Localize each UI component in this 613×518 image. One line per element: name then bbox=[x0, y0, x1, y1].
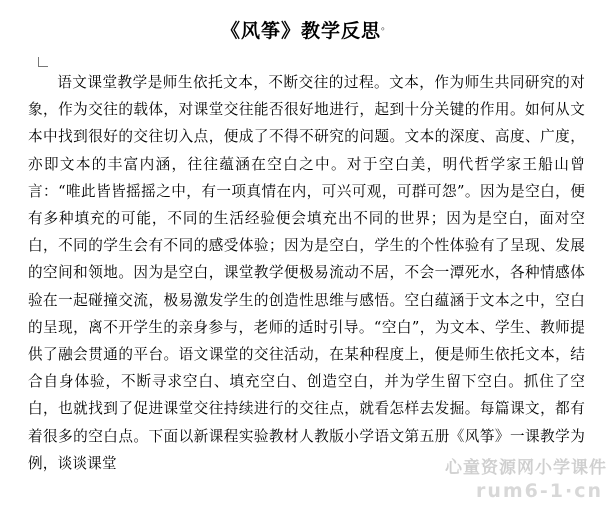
watermark-main: 心童资源网小学课件 bbox=[445, 458, 607, 478]
page-title-text: 《风筝》教学反思 bbox=[220, 20, 381, 42]
document-page bbox=[0, 10, 613, 518]
page-title bbox=[28, 10, 585, 43]
text-cursor-mark bbox=[38, 57, 48, 67]
watermark-sub: rum6-1·cn bbox=[475, 480, 603, 502]
body-paragraph: 语文课堂教学是师生依托文本，不断交往的过程。文本，作为师生共同研究的对象，作为交往的载体，对课堂交往能否很好地进行，起到十分关键的作用。如何从文本中找到很好的交往切入点，便成了不得不研究的问题。文本的深度、高度、广度，亦即文本的丰富内涵，往往蕴涵在空白之中。对于空白美，明代哲学家王船山曾言：“唯此皆皆摇摇之中，有一项真情在内，可兴可观，可群可怨”。因为是空白，便有多种填充的可能，不同的生活经验便会填充出不同的世界；因为是空白，面对空白，不同的学生会有不同的感受体验；因为是空白，学生的个性体验有了呈现、发展的空间和领地。因为是空白，课堂教学便极易流动不居，不会一潭死水，各种情感体验在一起碰撞交流，极易激发学生的创造性思维与感悟。空白蕴涵于文本之中，空白的呈现，离不开学生的亲身参与，老师的适时引导。“空白”，为文本、学生、教师提供了融会贯通的平台。语文课堂的交往活动，在某种程度上，便是师生依托文本，结合自身体验，不断寻求空白、填充空白、创造空白，并为学生留下空白。抓住了空白，也就找到了促进课堂交往持续进行的交往点，就看怎样去发掘。每篇课文，都有着很多的空白点。下面以新课程实验教材人教版小学语文第五册《风筝》一课教学为例，谈谈课堂 bbox=[28, 74, 585, 472]
page-title-mark: 。 bbox=[381, 21, 392, 33]
